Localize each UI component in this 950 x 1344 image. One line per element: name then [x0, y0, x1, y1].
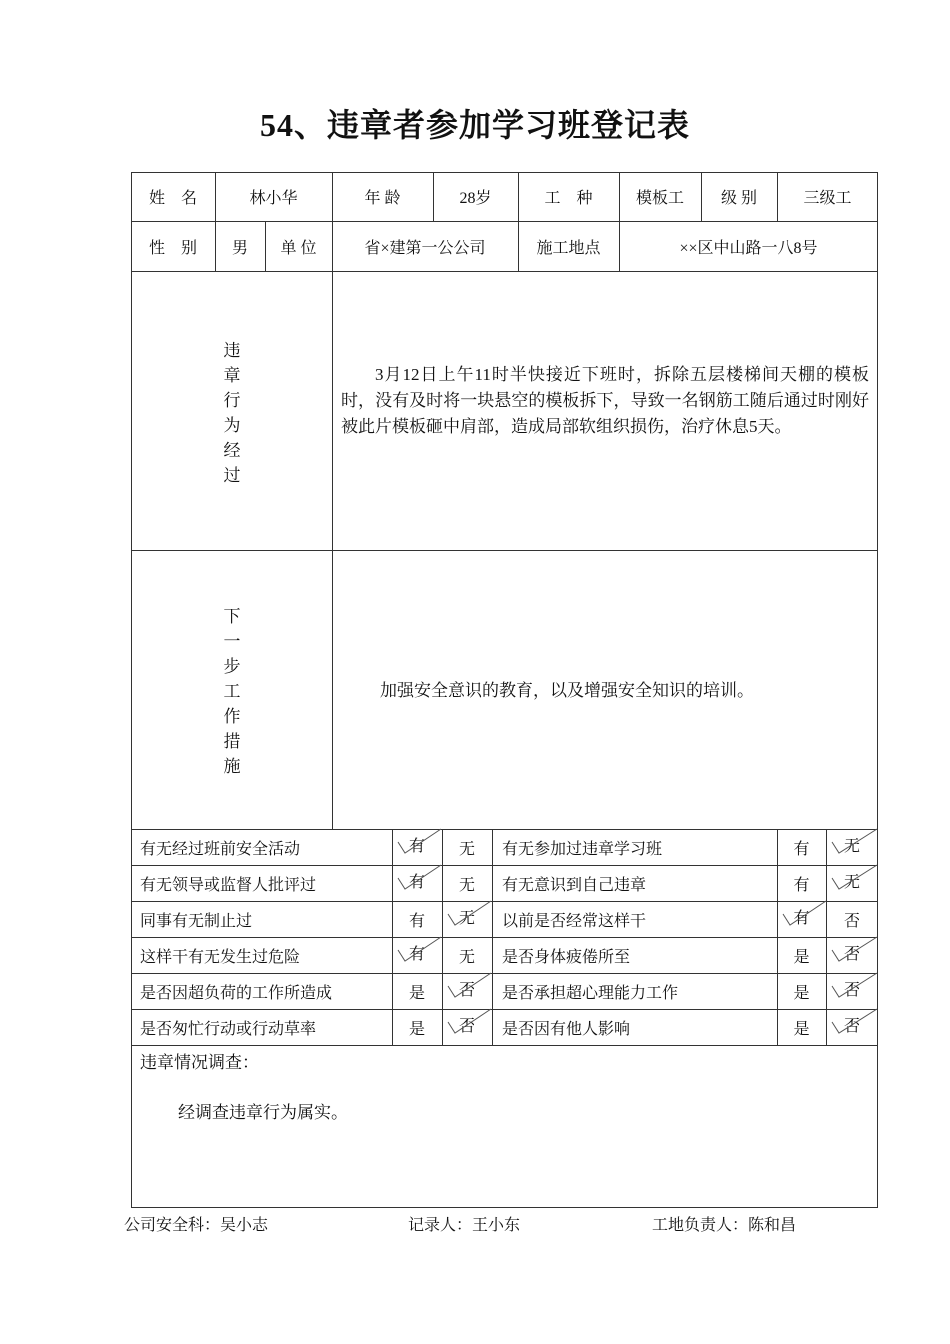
site-manager-signature: 工地负责人：陈和昌 [652, 1217, 797, 1234]
checklist-question: 有无参加过违章学习班 [502, 840, 663, 858]
name-label: 姓 名 [148, 190, 197, 207]
checklist-option-selected: 否 [843, 945, 860, 963]
unit-value: 省×建第一公公司 [364, 239, 486, 257]
checklist-question: 是否因有他人影响 [502, 1020, 631, 1038]
checklist-option: 无 [458, 876, 475, 894]
checklist-option: 否 [843, 912, 860, 930]
checklist-option: 有 [408, 912, 425, 930]
checklist-option: 是 [793, 1020, 810, 1038]
checklist-question: 是否匆忙行动或行动草率 [140, 1020, 317, 1038]
checklist-question: 有无领导或监督人批评过 [140, 876, 317, 894]
checklist-option-selected: 有 [408, 945, 425, 963]
level-label: 级 别 [720, 190, 757, 207]
checklist-option-selected: 有 [408, 873, 425, 891]
checklist-question: 这样干有无发生过危险 [140, 948, 301, 966]
checklist-option: 无 [458, 948, 475, 966]
checklist-option: 无 [458, 840, 475, 858]
investigation-label: 违章情况调查： [140, 1052, 259, 1072]
next-steps-label: 下 一 步 工 作 措 施 [223, 607, 241, 776]
checklist-question: 同事有无制止过 [140, 912, 253, 930]
violation-label: 违 章 行 为 经 过 [223, 341, 241, 485]
checklist-question: 有无经过班前安全活动 [140, 840, 301, 858]
investigation-text: 经调查违章行为属实。 [178, 1102, 348, 1122]
checklist-option: 是 [793, 948, 810, 966]
recorder-signature: 记录人：王小东 [408, 1217, 521, 1234]
violation-text: 3月12日上午11时半快接近下班时，拆除五层楼梯间天棚的模板时，没有及时将一块悬空的模板拆下，导致一名钢筋工随后通过时刚好被此片模板砸中肩部，造成局部软组织损伤，治疗休息5天。 [341, 365, 869, 436]
sex-value: 男 [231, 239, 248, 257]
checklist-option: 是 [793, 984, 810, 1002]
next-steps-text: 加强安全意识的教育，以及增强安全知识的培训。 [380, 681, 754, 700]
checklist-option-selected: 有 [793, 909, 810, 927]
form-title: 54、违章者参加学习班登记表 [259, 107, 690, 143]
checklist-option-selected: 否 [458, 981, 475, 999]
checklist-option-selected: 有 [408, 837, 425, 855]
row-divider [131, 271, 878, 272]
name-value: 林小华 [249, 190, 298, 207]
checklist-option-selected: 否 [843, 1017, 860, 1035]
checklist-question: 是否因超负荷的工作所造成 [140, 984, 333, 1002]
job-label: 工 种 [544, 190, 593, 207]
level-value: 三级工 [803, 190, 852, 207]
site-label: 施工地点 [536, 239, 601, 257]
job-value: 模板工 [635, 190, 684, 207]
checklist-question: 有无意识到自己违章 [502, 876, 647, 894]
checklist-question: 是否身体疲倦所至 [502, 948, 631, 966]
checklist-question: 是否承担超心理能力工作 [502, 984, 679, 1002]
age-label: 年 龄 [364, 190, 401, 207]
checklist-option: 是 [408, 1020, 425, 1038]
safety-dept-signature: 公司安全科：吴小志 [124, 1217, 269, 1234]
checklist-option-selected: 无 [843, 873, 860, 891]
checklist-question: 以前是否经常这样干 [502, 912, 647, 930]
checklist-option-selected: 无 [458, 909, 475, 927]
row-divider [131, 550, 878, 551]
checklist-option: 有 [793, 876, 810, 894]
checklist-option-selected: 无 [843, 837, 860, 855]
checklist-option: 有 [793, 840, 810, 858]
checklist-option-selected: 否 [843, 981, 860, 999]
site-value: ××区中山路一八8号 [679, 239, 818, 257]
age-value: 28岁 [459, 190, 492, 207]
checklist-option: 是 [408, 984, 425, 1002]
sex-label: 性 别 [148, 239, 197, 257]
col-divider [332, 271, 333, 829]
col-divider [492, 829, 493, 1045]
checklist-option-selected: 否 [458, 1017, 475, 1035]
unit-label: 单 位 [280, 239, 317, 257]
